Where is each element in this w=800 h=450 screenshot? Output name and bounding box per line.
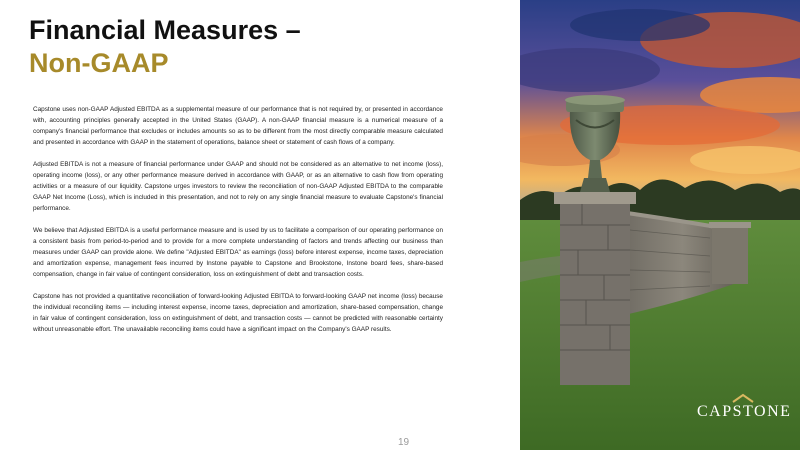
capstone-logo	[697, 393, 792, 425]
body-text	[33, 104, 443, 346]
page-number: 19	[398, 437, 410, 448]
paragraph-1: Capstone uses non-GAAP Adjusted EBITDA as a supplemental measure of our performance that is not required by, or presented in accordance with, accounting principles generally accepted in the United States (GAAP). A non-GAAP financial measure is a numerical measure of a company's financial performance that excludes or includes amounts so as to be different from the most directly comparable measure calculated and presented in accordance with GAAP in the statement of operations, balance sheet or statement of cash flows of a company.	[33, 106, 443, 146]
title-line-2: Non-GAAP	[29, 48, 169, 78]
paragraph-2: Adjusted EBITDA is not a measure of financial performance under GAAP and should not be considered as an alternative to net income (loss), operating income (loss), or any other performance measure derived in accordance with GAAP, or as an alternative to cash flow from operating activities or a measure of our liquidity. Capstone urges investors to review the reconciliation of non-GAAP Adjusted EBITDA to the comparable GAAP Net Income (Loss), which is included in this presentation, and not to rely on any single financial measure to evaluate Capstone's financial performance.	[33, 161, 443, 212]
title-line-1: Financial Measures –	[29, 15, 301, 45]
logo-text: CAPSTONE	[697, 403, 792, 420]
paragraph-3: We believe that Adjusted EBITDA is a useful performance measure and is used by us to facilitate a comparison of our operating performance on a consistent basis from period-to-period and to provide for a more complete understanding of factors and trends affecting our business than measures under GAAP can provide alone. We define "Adjusted EBITDA" as earnings (loss) before interest expense, income taxes, depreciation and amortization expense, management fees incurred by Instone payable to Capstone and Brookstone, Instone board fees, share-based compensation, change in fair value of contingent consideration, loss on extinguishment of debt and transaction costs.	[33, 227, 443, 278]
paragraph-4: Capstone has not provided a quantitative reconciliation of forward-looking Adjusted EBITDA to forward-looking GAAP net income (loss) because the individual reconciling items — including interest expense, income taxes, depreciation and amortization, share-based compensation, change in fair value of contingent consideration, loss on extinguishment of debt, and transaction costs — cannot be predicted with reasonable certainty without unreasonable effort. The unavailable reconciling items could have a significant impact on the Company's GAAP results.	[33, 293, 443, 333]
slide-title	[29, 14, 301, 80]
roof-icon	[732, 393, 754, 403]
stone-wall-urn-photo	[520, 0, 800, 450]
